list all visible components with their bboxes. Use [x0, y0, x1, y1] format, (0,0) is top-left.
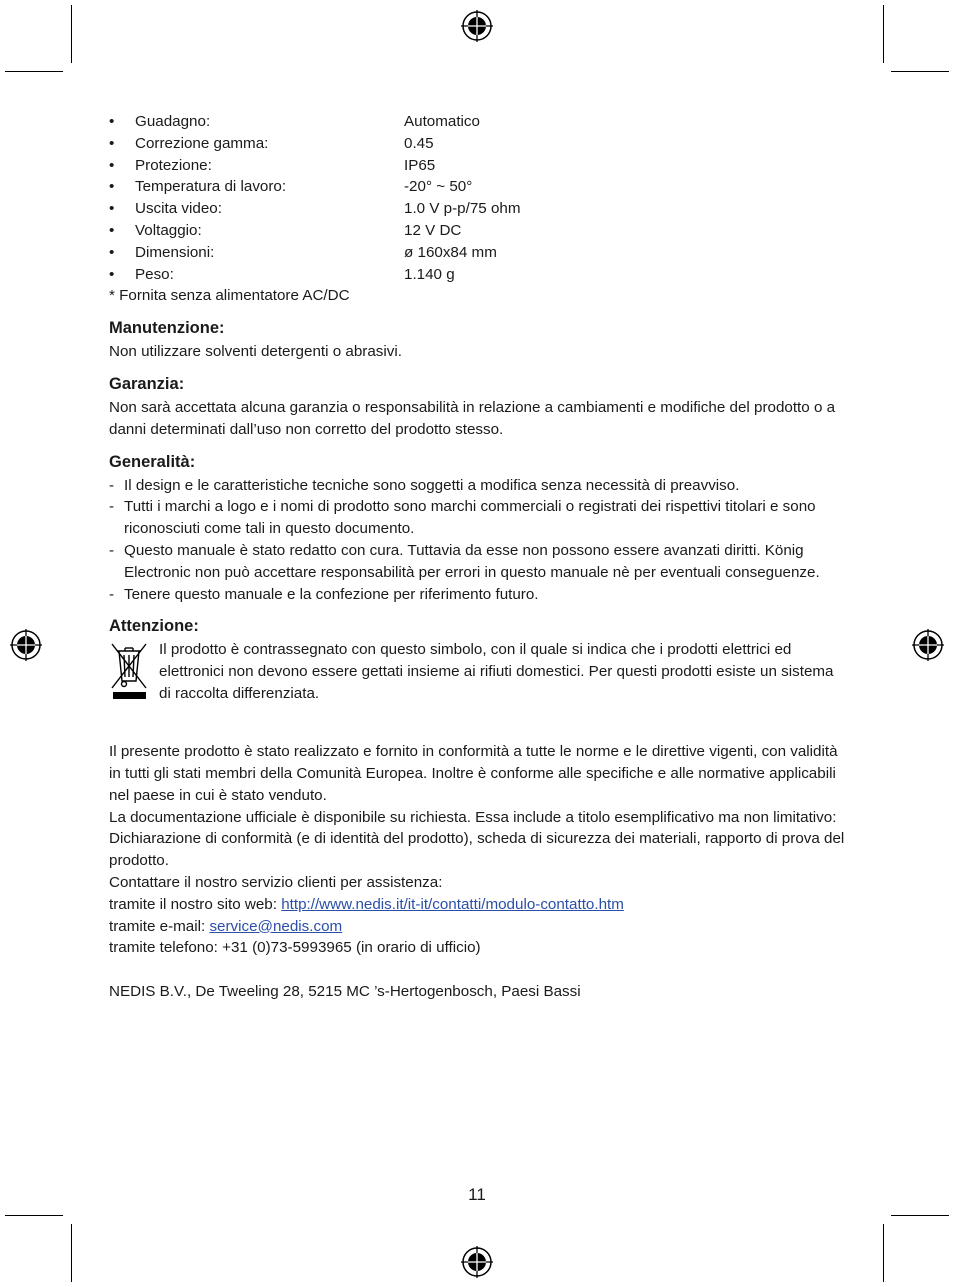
crop-mark — [5, 71, 63, 72]
spec-row — [109, 198, 849, 220]
spec-row — [109, 133, 849, 155]
spec-row — [109, 264, 849, 286]
crop-mark — [891, 1215, 949, 1216]
registration-mark-icon — [9, 628, 43, 662]
documentation-paragraph: La documentazione ufficiale è disponibile su richiesta. Essa include a titolo esemplificativo ma non limitativo: Dichiarazione di conformità (e di identità del prodotto), scheda di sicurezza dei materiali, rapporto di prova del prodotto. — [109, 808, 845, 870]
crop-mark — [71, 1224, 72, 1282]
list-item-text: Tenere questo manuale e la confezione per riferimento futuro. — [124, 585, 539, 603]
list-item-text: Il design e le caratteristiche tecniche sono soggetti a modifica senza necessità di preavviso. — [124, 476, 740, 494]
spec-label: Voltaggio: — [135, 221, 202, 239]
page-number: 11 — [468, 1185, 486, 1204]
contact-email-link[interactable]: service@nedis.com — [209, 917, 343, 935]
bullet: • — [109, 265, 115, 283]
spec-row — [109, 176, 849, 198]
dash: - — [109, 585, 115, 603]
crop-mark — [883, 1224, 884, 1282]
spec-row — [109, 155, 849, 177]
registration-mark-icon — [911, 628, 945, 662]
warranty-text: Non sarà accettata alcuna garanzia o responsabilità in relazione a cambiamenti e modifiche del prodotto o a danni determinati dall’uso non corretto del prodotto stesso. — [109, 398, 836, 438]
spec-value: 0.45 — [404, 134, 434, 152]
spec-value: Automatico — [404, 113, 480, 130]
conformity-paragraph: Il presente prodotto è stato realizzato e fornito in conformità a tutte le norme e le direttive vigenti, con validità in tutti gli stati membri della Comunità Europea. Inoltre è conforme alle specifiche e alle normative applicabili nel paese in cui è stato venduto. — [109, 743, 838, 804]
email-prefix: tramite e-mail: — [109, 917, 210, 935]
list-item — [109, 540, 849, 584]
dash: - — [109, 498, 115, 516]
attention-block — [109, 639, 849, 708]
bullet: • — [109, 113, 115, 130]
spec-row — [109, 111, 849, 133]
bullet: • — [109, 134, 115, 152]
web-prefix: tramite il nostro sito web: — [109, 895, 282, 913]
spec-value: -20° ~ 50° — [404, 178, 473, 196]
spec-list — [109, 111, 849, 285]
bullet: • — [109, 178, 115, 196]
list-item — [109, 496, 849, 540]
spec-value: IP65 — [404, 156, 436, 174]
company-address: NEDIS B.V., De Tweeling 28, 5215 MC ’s-Hertogenbosch, Paesi Bassi — [109, 983, 581, 1001]
spec-label: Guadagno: — [135, 113, 211, 130]
contact-web-link[interactable]: http://www.nedis.it/it-it/contatti/modulo-contatto.htm — [281, 895, 624, 913]
bullet: • — [109, 243, 115, 261]
page-content — [109, 111, 849, 1003]
list-item — [109, 475, 849, 497]
warranty-heading: Garanzia: — [109, 374, 185, 393]
list-item-text: Tutti i marchi a logo e i nomi di prodotto sono marchi commerciali o registrati dei rispettivi titolari e sono riconosciuti come tali in questo documento. — [124, 498, 816, 538]
attention-text: Il prodotto è contrassegnato con questo simbolo, con il quale si indica che i prodotti elettrici ed elettronici non devono essere gettati insieme ai rifiuti domestici. Per questi prodotti esiste un sistema di raccolta differenziata. — [159, 641, 834, 702]
registration-mark-icon — [460, 1245, 494, 1279]
spec-label: Temperatura di lavoro: — [135, 178, 287, 196]
conformity-section — [109, 741, 849, 959]
bullet: • — [109, 221, 115, 239]
general-list — [109, 475, 849, 606]
list-item-text: Questo manuale è stato redatto con cura. Tuttavia da esse non possono essere avanzati diritti. König Electronic non può accettare responsabilità per errori in questo manuale nè per eventuali conseguenze. — [124, 541, 820, 581]
spec-value: ø 160x84 mm — [404, 243, 497, 261]
maintenance-text: Non utilizzare solventi detergenti o abrasivi. — [109, 343, 402, 361]
crop-mark — [5, 1215, 63, 1216]
crop-mark — [891, 71, 949, 72]
bullet: • — [109, 200, 115, 218]
contact-email — [109, 916, 849, 938]
spec-row — [109, 220, 849, 242]
contact-intro: Contattare il nostro servizio clienti per assistenza: — [109, 873, 443, 891]
spec-label: Peso: — [135, 265, 174, 283]
spec-label: Dimensioni: — [135, 243, 215, 261]
list-item — [109, 584, 849, 606]
general-heading: Generalità: — [109, 452, 196, 471]
contact-phone: tramite telefono: +31 (0)73-5993965 (in orario di ufficio) — [109, 939, 481, 957]
spec-value: 1.0 V p-p/75 ohm — [404, 200, 521, 218]
maintenance-heading: Manutenzione: — [109, 319, 225, 338]
spec-label: Protezione: — [135, 156, 212, 174]
spec-note: * Fornita senza alimentatore AC/DC — [109, 287, 350, 305]
bullet: • — [109, 156, 115, 174]
spec-value: 12 V DC — [404, 221, 462, 239]
spec-label: Uscita video: — [135, 200, 222, 218]
spec-label: Correzione gamma: — [135, 134, 269, 152]
registration-mark-icon — [460, 9, 494, 43]
dash: - — [109, 541, 115, 559]
weee-crossed-bin-icon — [109, 639, 159, 708]
crop-mark — [883, 5, 884, 63]
spec-row — [109, 242, 849, 264]
contact-web — [109, 894, 849, 916]
spec-value: 1.140 g — [404, 265, 455, 283]
crop-mark — [71, 5, 72, 63]
attention-heading: Attenzione: — [109, 617, 199, 636]
dash: - — [109, 476, 115, 494]
